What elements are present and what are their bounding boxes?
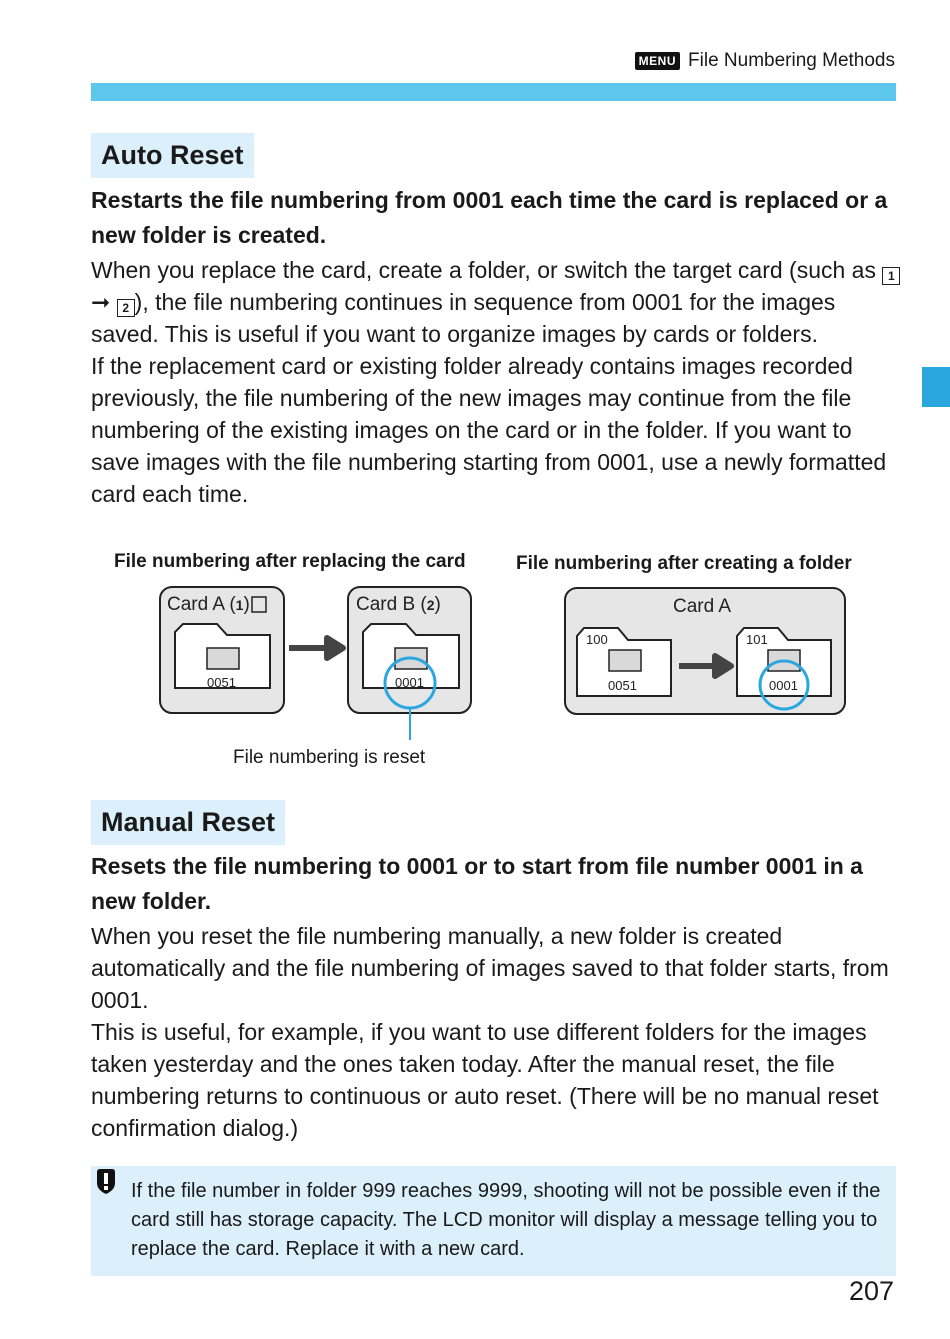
auto-reset-heading: Auto Reset (91, 133, 254, 178)
card-b (348, 587, 471, 740)
auto-reset-body (91, 254, 906, 510)
header-title: File Numbering Methods (688, 50, 895, 71)
file-number-0051-right: 0051 (608, 678, 637, 693)
page-header (635, 49, 895, 73)
card-1-icon: 1 (882, 267, 900, 285)
arrow-right-icon: ➞ (91, 289, 111, 315)
caution-text: If the file number in folder 999 reaches 9999, shooting will not be possible even if the card still has storage capacity. The LCD monitor will display a message telling you to replace the card. Replace it with a new card. (131, 1180, 881, 1260)
manual-reset-paragraph-1: When you reset the file numbering manually, a new folder is created automatically and the file numbering of images saved to that folder starts, from 0001. (91, 923, 889, 1013)
folder-100-label: 100 (586, 632, 608, 647)
caption-replacing-card: File numbering after replacing the card (114, 551, 466, 572)
accent-bar (91, 83, 896, 101)
card-a-right (565, 588, 845, 714)
manual-reset-heading: Manual Reset (91, 800, 285, 845)
card-2-icon: 2 (117, 299, 135, 317)
auto-reset-paragraph-2: If the replacement card or existing folder already contains images recorded previously, the file numbering of the new images may continue from the file numbering of the existing images on the card or in the folder. If you want to save images with the file numbering starting from 0001, use a newly formatted card each time. (91, 353, 887, 507)
caption-creating-folder: File numbering after creating a folder (516, 553, 852, 574)
svg-text:Card B (2): Card B (2) (356, 594, 441, 615)
caution-icon (93, 1168, 119, 1196)
arrow-right-icon (289, 638, 343, 658)
auto-reset-lead: Restarts the file numbering from 0001 each time the card is replaced or a new folder is created. (91, 187, 888, 248)
manual-reset-body (91, 920, 906, 1144)
image-icon (207, 648, 239, 669)
p1-text-before: When you replace the card, create a folder, or switch the target card (such as (91, 257, 883, 283)
folder-101-label: 101 (746, 632, 768, 647)
menu-icon: MENU (635, 52, 680, 70)
p1-text-after: ), the file numbering continues in sequence from 0001 for the images saved. This is useful if you want to organize images by cards or folders. (91, 289, 836, 347)
auto-reset-paragraph-1 (91, 254, 906, 350)
card-a-left (160, 587, 284, 713)
file-number-0001-right: 0001 (769, 678, 798, 693)
card-a-right-label: Card A (673, 596, 732, 617)
file-number-0051-left: 0051 (207, 675, 236, 690)
manual-reset-paragraph-2: This is useful, for example, if you want to use different folders for the images taken yesterday and the ones taken today. After the manual reset, the file numbering returns to continuous or auto reset. (There will be no manual reset confirmation dialog.) (91, 1019, 879, 1141)
chapter-tab (922, 367, 950, 407)
reset-caption: File numbering is reset (233, 747, 426, 768)
file-number-0001-card-b: 0001 (395, 675, 424, 690)
manual-reset-lead: Resets the file numbering to 0001 or to start from file number 0001 in a new folder. (91, 853, 863, 914)
page-number: 207 (848, 1276, 894, 1306)
svg-text:Card A (1): Card A (1) (167, 594, 250, 615)
image-icon (609, 650, 641, 671)
file-numbering-diagram (155, 580, 855, 780)
